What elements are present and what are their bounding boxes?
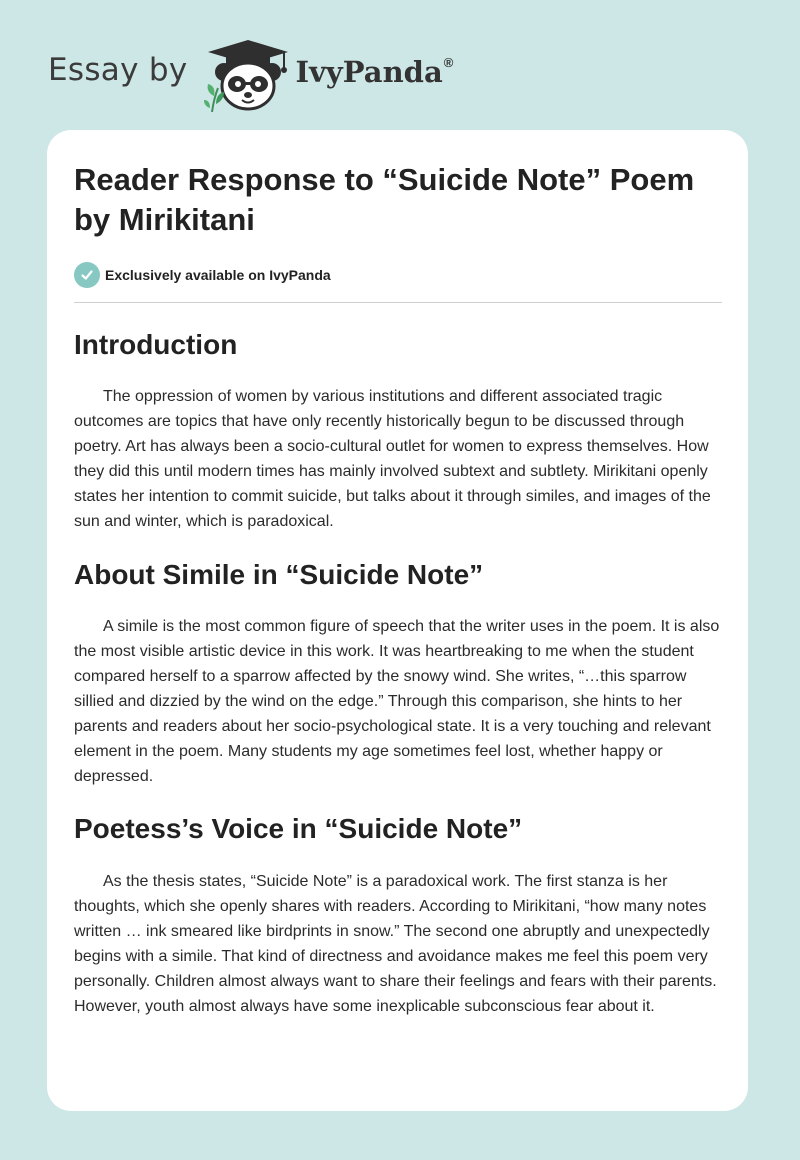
exclusive-label: Exclusively available on IvyPanda xyxy=(105,267,331,283)
article-content xyxy=(74,160,722,1019)
site-header xyxy=(48,34,453,114)
registered-mark: ® xyxy=(443,55,454,70)
section-heading-simile: About Simile in “Suicide Note” xyxy=(74,559,484,590)
section-heading-voice: Poetess’s Voice in “Suicide Note” xyxy=(74,813,523,844)
ivypanda-logo-icon[interactable] xyxy=(204,34,292,114)
article-card xyxy=(47,130,748,1111)
title-divider xyxy=(74,302,722,303)
article-title: Reader Response to “Suicide Note” Poem by Mirikitani xyxy=(74,162,695,237)
brand-name[interactable] xyxy=(296,55,454,89)
section-paragraph-simile: A simile is the most common figure of speech that the writer uses in the poem. It is also the most visible artistic device in this work. It was heartbreaking to me when the student compared herself to a sparrow affected by the snowy wind. She writes, “…this sparrow sillied and dizzied by the wind on the edge.” Through this comparison, she hints to her parents and readers about her socio-psychological state. It is a very touching and relevant element in the poem. Many students my age sometimes feel lost, whether happy or depressed. xyxy=(74,618,720,785)
section-paragraph-voice: As the thesis states, “Suicide Note” is a paradoxical work. The first stanza is her thoughts, which she openly shares with readers. According to Mirikitani, “how many notes written … ink smeared like birdprints in snow.” The second one abruptly and unexpectedly begins with a simile. That kind of directness and avoidance makes me feel this poem very personally. Children almost always want to share their feelings and fears with their parents. However, youth almost always have some inexplicable subconscious fear about it. xyxy=(74,873,717,1015)
essay-by-label: Essay by xyxy=(48,52,188,88)
checkmark-icon xyxy=(74,262,100,288)
section-paragraph-introduction: The oppression of women by various institutions and different associated tragic outcomes are topics that have only recently historically begun to be discussed through poetry. Art has always been a socio-cultural outlet for women to express themselves. How they did this until modern times has mainly involved subtext and subtlety. Mirikitani openly states her intention to commit suicide, but talks about it through similes, and images of the sun and winter, which is paradoxical. xyxy=(74,388,711,530)
exclusive-badge xyxy=(74,260,722,290)
section-heading-introduction: Introduction xyxy=(74,329,238,360)
brand-text: IvyPanda xyxy=(295,55,443,89)
